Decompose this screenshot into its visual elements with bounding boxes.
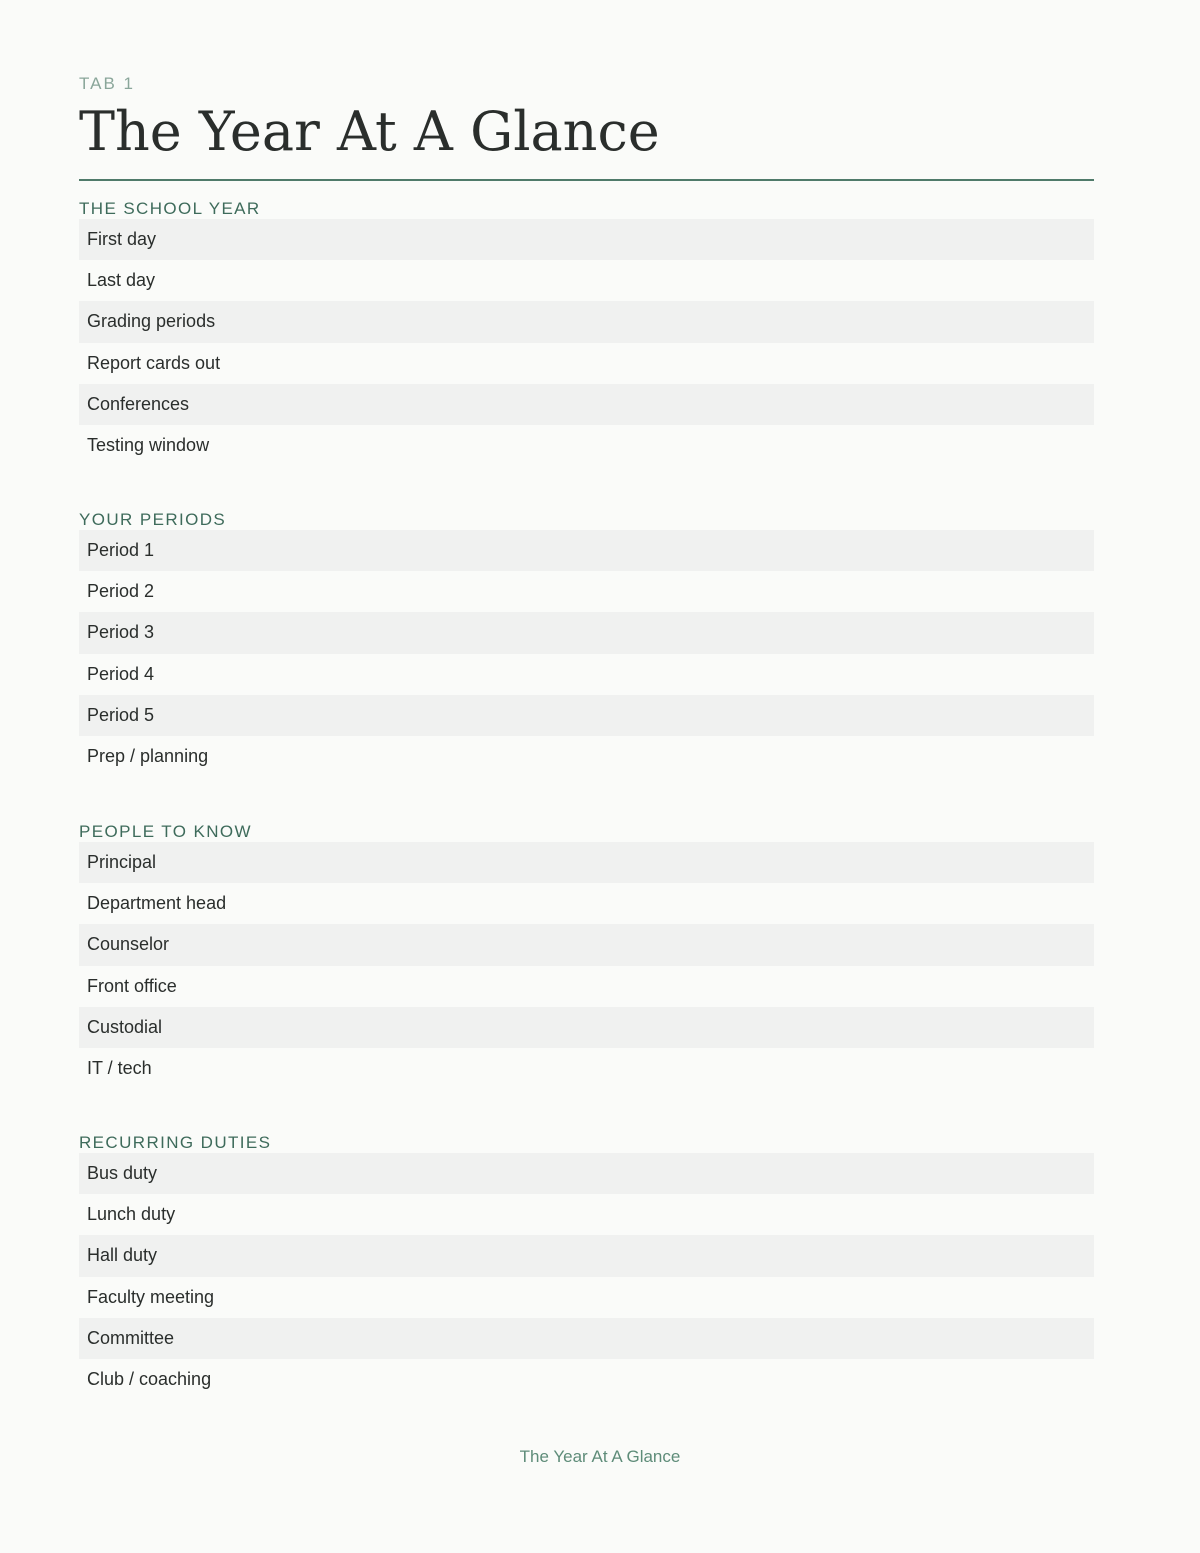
section-heading: PEOPLE TO KNOW [79,822,252,841]
section-heading: RECURRING DUTIES [79,1133,272,1152]
title-divider [79,179,1094,181]
list-item: Prep / planning [87,745,209,766]
list-item: Last day [87,270,156,291]
page-footer: The Year At A Glance [519,1447,681,1466]
list-item: Report cards out [87,352,221,373]
list-item: IT / tech [87,1057,152,1078]
row-list [79,1153,1094,1400]
list-item: Period 1 [79,530,1094,571]
section-people-to-know [79,822,1094,1089]
list-item: Bus duty [79,1153,1094,1194]
tab-label: TAB 1 [79,74,135,93]
list-item: Period 5 [79,695,1094,736]
list-item: Period 3 [79,612,1094,653]
section-heading: THE SCHOOL YEAR [79,199,261,218]
list-item: Club / coaching [87,1368,212,1389]
list-item: Period 2 [87,581,155,602]
section-recurring-duties [79,1133,1094,1400]
list-item: Testing window [87,434,210,455]
row-list [79,219,1094,466]
row-list [79,842,1094,1089]
list-item: Counselor [79,924,1094,965]
list-item: Front office [87,975,177,996]
row-list [79,530,1094,777]
list-item: Hall duty [79,1235,1094,1276]
list-item: Grading periods [79,301,1094,342]
section-heading: YOUR PERIODS [79,510,227,529]
list-item: First day [79,219,1094,260]
list-item: Department head [87,893,227,914]
section-your-periods [79,510,1094,777]
list-item: Faculty meeting [87,1286,215,1307]
list-item: Committee [79,1318,1094,1359]
section-school-year [79,199,1094,466]
list-item: Principal [79,842,1094,883]
list-item: Lunch duty [87,1204,176,1225]
list-item: Conferences [79,384,1094,425]
page-title: The Year At A Glance [79,100,660,163]
list-item: Custodial [79,1007,1094,1048]
list-item: Period 4 [87,663,155,684]
